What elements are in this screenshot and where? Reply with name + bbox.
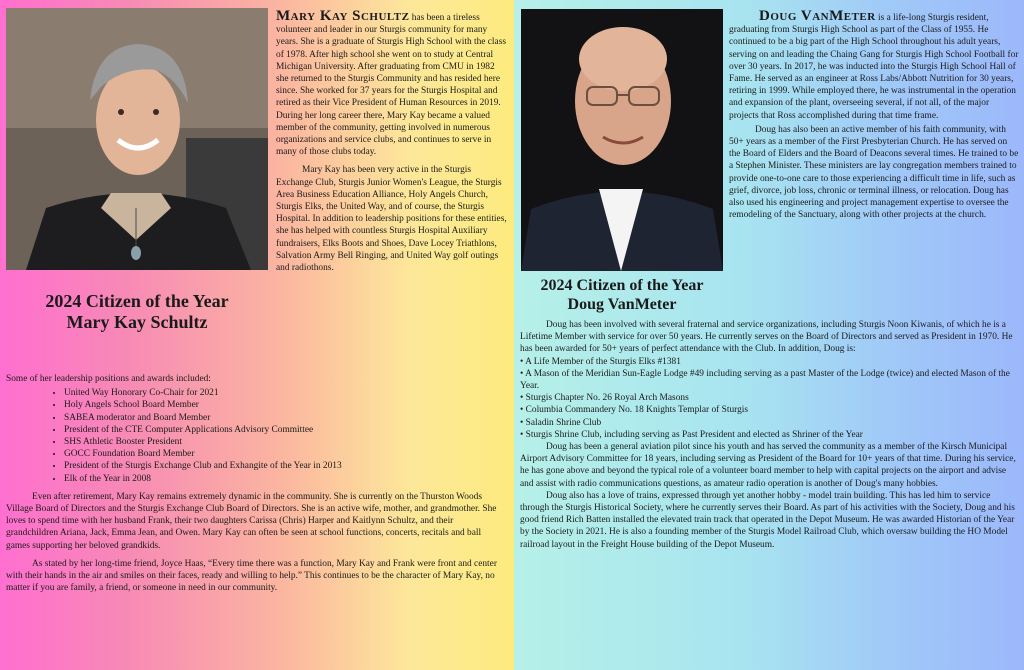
membership-item: • Sturgis Chapter No. 26 Royal Arch Masons — [520, 393, 689, 404]
mary-kay-photo — [6, 8, 268, 270]
membership-item: • A Mason of the Meridian Sun-Eagle Lodge #49 including serving as a past Master of the Lodge (twice) and elected Mason of the Year. — [520, 368, 1010, 392]
caption-line2: Doug VanMeter — [567, 296, 677, 313]
award-item: • GOCC Foundation Board Member — [64, 448, 506, 460]
doug-para5: Doug also has a love of trains, expressed through yet another hobby - model train building. This has led him to service through the Sturgis Historical Society, where he currently serves their Board. As part of his activities with the Society, Doug and his good friend Rich Batten installed the elevated train track that operated in the Depot Museum. He was awarded Historian of the Year by the Society in 2021. He is also a founding member of the Sturgis Model Railroad Club, which oversaw building the HO Model railroad layout in the Freight House building of the Depot Museum. — [520, 490, 1015, 550]
mary-kay-name-heading: Mary Kay Schultz — [276, 8, 410, 24]
caption-line1: 2024 Citizen of the Year — [45, 291, 229, 311]
award-item: • SHS Athletic Booster President — [64, 436, 506, 448]
award-item: • SABEA moderator and Board Member — [64, 412, 506, 424]
award-item: • President of the Sturgis Exchange Club and Exhangite of the Year in 2013 — [64, 460, 506, 472]
award-item: • Holy Angels School Board Member — [64, 399, 506, 411]
mary-kay-body — [6, 373, 506, 594]
awards-intro: Some of her leadership positions and awards included: — [6, 374, 211, 384]
awards-list — [6, 387, 506, 485]
doug-para3: Doug has been involved with several fraternal and service organizations, including Sturgis Noon Kiwanis, of which he is a Lifetime Member with service for over 50 years. He currently serves on the Board of Directors and served as President in 1970. He has been awarded for 50+ years of perfect attendance with the Club. In addition, Doug is: — [520, 320, 1013, 355]
doug-intro — [729, 10, 1020, 221]
caption-line1: 2024 Citizen of the Year — [540, 277, 704, 294]
intro-text: has been a tireless volunteer and leader in our Sturgis community for many years. She is a graduate of Sturgis High School with the class of 1978. After high school she went on to study at Central Michigan University. After graduating from CMU in 1982 she returned to the Sturgis Community and has resided here since. She worked for 37 years for the Sturgis Hospital and retired as their Vice President of Human Resources in 2019. During her long career there, Mary Kay became a valued member of the community, getting involved in numerous organizations and service clubs, and continues to serve in many of those clubs today. — [276, 13, 506, 158]
doug-membership-list — [520, 356, 1020, 441]
mary-kay-caption — [6, 291, 268, 333]
intro-text: is a life-long Sturgis resident, graduating from Sturgis High School as part of the Class of 1955. He continued to be a big part of the High School throughout his adult years, serving on and leading the Chaing Gang for Sturgis High School Football for over 30 years. In 2017, he was inducted into the Sturgis High School Hall of Fame. He served as an engineer at Ross Labs/Abbott Nutrition for 30 years, retiring in 1999. While employed there, he was instrumental in the operation and expansion of the plant, overseeing several, if not all, of the major projects that Ross accomplished during that time frame. — [729, 13, 1019, 121]
membership-item: • Columbia Commandery No. 18 Knights Templar of Sturgis — [520, 405, 749, 416]
award-item: • United Way Honorary Co-Chair for 2021 — [64, 387, 506, 399]
membership-item: • Sturgis Shrine Club, including serving as Past President and elected as Shriner of the Year — [520, 429, 863, 440]
mary-kay-intro — [276, 10, 508, 274]
doug-name-heading: Doug VanMeter — [759, 8, 876, 24]
doug-photo — [521, 9, 723, 271]
mary-kay-para3: Even after retirement, Mary Kay remains extremely dynamic in the community. She is currently on the Thurston Woods Village Board of Directors and the Sturgis Exchange Club Board of Directors. She is an active wife, mother, and grandmother. She loves to spend time with her husband Frank, their two daughters Carissa (Chris) Harper and Kaitlynn Schultz, and their grandchildren Ariana, Jack, Emma Jean, and Owen. Mary Kay can often be seen at school functions, concerts, recitals and ball games supporting her beloved grandkids. — [6, 491, 497, 551]
membership-item: • Saladin Shrine Club — [520, 417, 602, 428]
award-item: • Elk of the Year in 2008 — [64, 473, 506, 485]
award-item: • President of the CTE Computer Applications Advisory Committee — [64, 424, 506, 436]
caption-line2: Mary Kay Schultz — [66, 312, 208, 332]
doug-caption — [521, 276, 723, 314]
doug-body — [520, 319, 1020, 551]
right-panel — [514, 0, 1024, 670]
mary-kay-para4: As stated by her long-time friend, Joyce Haas, “Every time there was a function, Mary Kay and Frank were front and center with their hands in the air and smiles on their faces, ready and willing to help.” This continues to be the character of Mary Kay, no matter if you are family, a friend, or someone in need in our community. — [6, 558, 497, 594]
doug-para4: Doug has been a general aviation pilot since his youth and has served the community as a member of the Kirsch Municipal Airport Advisory Committee for 18 years, including serving as President of the Board for 10+ years of that time. During his service, he has gone above and beyond the typical role of a volunteer board member to help with capital projects on the airport and advise and assist with radio communications questions, as amateur radio operation is another of Doug's many hobbies. — [520, 442, 1016, 489]
doug-para2: Doug has also been an active member of his faith community, with 50+ years as a member of the First Presbyterian Church. He has served on the Board of Elders and the Board of Deacons several times. He trained to be a Stephen Minister. These ministers are lay congregation members trained to provide one-to-one care to those experiencing a difficult time in life, such as grief, divorce, job loss, chronic or terminal illness, or relocation. Doug has also used his engineering and project management expertise to oversee the remodeling of the Sanctuary, along with other projects at the church. — [729, 124, 1019, 221]
membership-item: • A Life Member of the Sturgis Elks #1381 — [520, 356, 681, 367]
mary-kay-para2: Mary Kay has been very active in the Sturgis Exchange Club, Sturgis Junior Women's League, the Sturgis Area Business Education Alliance, Holy Angels Church, Sturgis Elks, the United Way, and of course, the Sturgis Hospital. In addition to leadership positions for these entities, she has helped with countless Sturgis Hospital Auxiliary fundraisers, Elks Boots and Shoes, Dave Locey Triathlons, Salvation Army Bell Ringing, and United Way golf outings and radiothons. — [276, 165, 507, 274]
